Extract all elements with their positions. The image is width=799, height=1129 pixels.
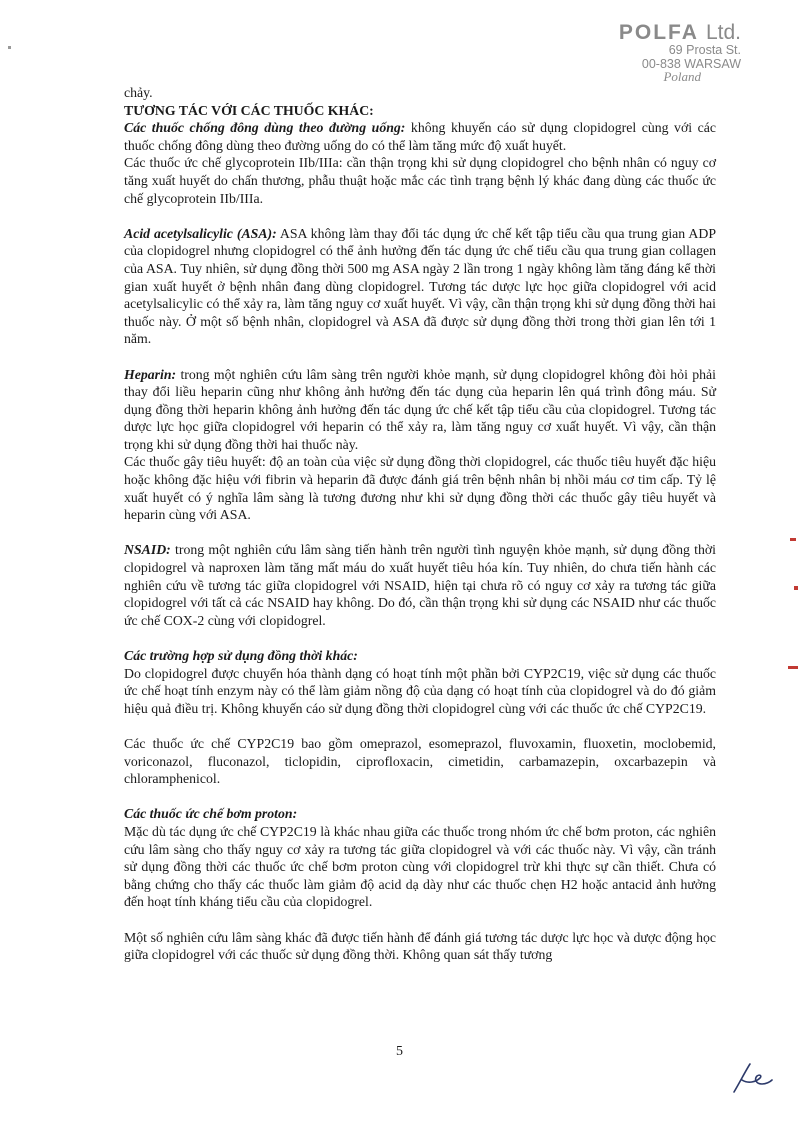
intro-fragment: chảy. [124, 85, 153, 100]
margin-mark [794, 586, 798, 590]
oral-anticoagulants-text: không khuyến cáo sử dụng clopidogrel cùng với các thuốc chống đông dùng theo đường uống do có thể làm tăng mức độ xuất huyết. [124, 120, 716, 153]
heparin-paragraph [124, 366, 716, 454]
company-stamp [541, 22, 741, 83]
page-number: 5 [396, 1044, 403, 1059]
heparin-text: trong một nghiên cứu lâm sàng trên người khỏe mạnh, sử dụng clopidogrel không đòi hỏi phải thay đổi liều heparin cũng như không ảnh hưởng đến tác dụng của heparin lên quá trình đông máu. Sử dụng đồng thời heparin không ảnh hưởng đến tác dụng ức chế kết tập tiểu cầu của clopidogrel. Tương tác dược lực học giữa clopidogrel với heparin có thể xảy ra, làm tăng nguy cơ xuất huyết. Vì vậy, cần thận trọng khi sử dụng đồng thời hai thuốc này. [124, 366, 716, 452]
nsaid-term: NSAID: [124, 542, 171, 558]
stamp-company: POLFA [618, 21, 699, 44]
margin-mark [790, 538, 796, 541]
stamp-brand [541, 22, 741, 43]
asa-paragraph [124, 225, 716, 348]
oral-anticoagulants-paragraph [124, 119, 716, 154]
stamp-country: Poland [663, 69, 701, 84]
oral-anticoagulants-term: Các thuốc chống đông dùng theo đường uống: [124, 120, 406, 136]
stamp-suffix: Ltd. [705, 21, 741, 44]
nsaid-text: trong một nghiên cứu lâm sàng tiến hành trên người tình nguyện khỏe mạnh, sử dụng đồng thời clopidogrel và naproxen làm tăng mất máu do xuất huyết tiêu hóa kín. Tuy nhiên, do chưa tiến hành các nghiên cứu về tương tác giữa clopidogrel với NSAID, hiện tại chưa rõ có nguy cơ xảy ra tương tác giữa clopidogrel với tất cả các NSAID hay không. Do đó, cần thận trọng khi sử dụng các NSAID như các thuốc ức chế COX-2 cùng với clopidogrel. [124, 542, 716, 628]
ppi-paragraph: Mặc dù tác dụng ức chế CYP2C19 là khác nhau giữa các thuốc trong nhóm ức chế bơm proton, các nghiên cứu lâm sàng cho thấy nguy cơ xảy ra tương tác giữa clopidogrel và với các thuốc này. Vì vậy, cần tránh sử dụng đồng thời các thuốc ức chế bơm proton cùng với clopidogrel trừ khi thực sự cần thiết. Chưa có bằng chứng cho thấy các thuốc làm giảm độ acid dạ dày như các thuốc chẹn H2 hoặc antacid ảnh hưởng đến hoạt tính kháng tiểu cầu của clopidogrel. [124, 823, 716, 910]
asa-term: Acid acetylsalicylic (ASA): [124, 225, 277, 241]
document-body [124, 84, 716, 964]
asa-text: ASA không làm thay đổi tác dụng ức chế kết tập tiểu cầu qua trung gian ADP của clopidogrel nhưng clopidogrel có thể ảnh hưởng đến tác dụng ức chế tiểu cầu qua trung gian collagen của ASA. Tuy nhiên, sử dụng đồng thời 500 mg ASA ngày 2 lần trong 1 ngày không làm tăng đáng kể thời gian xuất huyết ở bệnh nhân đang dùng clopidogrel. Tương tác dược lực học giữa clopidogrel với acid acetylsalicylic có thể xảy ra, làm tăng nguy cơ xuất huyết. Vì vậy, cần thận trọng khi sử dụng đồng thời hai thuốc này. Ở một số bệnh nhân, clopidogrel và ASA đã được sử dụng đồng thời trong thời gian lên tới 1 năm. [124, 225, 716, 347]
other-coadmin-heading: Các trường hợp sử dụng đồng thời khác: [124, 648, 358, 663]
stamp-street: 69 Prosta St. [668, 43, 741, 57]
punch-mark [8, 46, 11, 49]
stamp-city: 00-838 WARSAW [641, 56, 741, 71]
thrombolytic-paragraph: Các thuốc gây tiêu huyết: độ an toàn của việc sử dụng đồng thời clopidogrel, các thuốc tiêu huyết đặc hiệu hoặc không đặc hiệu với fibrin và heparin đã được đánh giá trên bệnh nhân bị nhồi máu cơ tim cấp. Tỷ lệ xuất huyết có ý nghĩa lâm sàng là tương đương như khi sử dụng đồng thời các thuốc gây tiêu huyết và heparin cùng với ASA. [124, 454, 716, 523]
heparin-term: Heparin: [124, 366, 177, 382]
section-title: TƯƠNG TÁC VỚI CÁC THUỐC KHÁC: [124, 102, 374, 118]
handwritten-initials [730, 1060, 774, 1096]
other-coadmin-paragraph: Do clopidogrel được chuyển hóa thành dạng có hoạt tính một phần bởi CYP2C19, việc sử dụng các thuốc ức chế hoạt tính enzym này có thể làm giảm nồng độ của dạng có hoạt tính của clopidogrel và do đó giảm hiệu quả điều trị. Không khuyến cáo sử dụng đồng thời clopidogrel cùng với các thuốc ức chế CYP2C19. [124, 665, 716, 716]
ppi-heading: Các thuốc ức chế bơm proton: [124, 806, 298, 822]
final-paragraph: Một số nghiên cứu lâm sàng khác đã được tiến hành để đánh giá tương tác dược lực học và dược động học giữa clopidogrel với các thuốc sử dụng đồng thời. Không quan sát thấy tương [124, 929, 716, 963]
cyp2c19-list-paragraph: Các thuốc ức chế CYP2C19 bao gồm omeprazol, esomeprazol, fluvoxamin, fluoxetin, moclobemid, voriconazol, fluconazol, ticlopidin, ciprofloxacin, cimetidin, carbamazepin, oxcarbazepin và chloramphenicol. [124, 735, 716, 787]
nsaid-paragraph [124, 541, 716, 629]
margin-mark [788, 666, 798, 669]
glycoprotein-paragraph: Các thuốc ức chế glycoprotein IIb/IIIa: cần thận trọng khi sử dụng clopidogrel cho bệnh nhân có nguy cơ tăng xuất huyết do chấn thương, phẫu thuật hoặc mắc các tình trạng bệnh lý khác đang dùng các thuốc ức chế glycoprotein IIb/IIIa. [124, 155, 716, 206]
